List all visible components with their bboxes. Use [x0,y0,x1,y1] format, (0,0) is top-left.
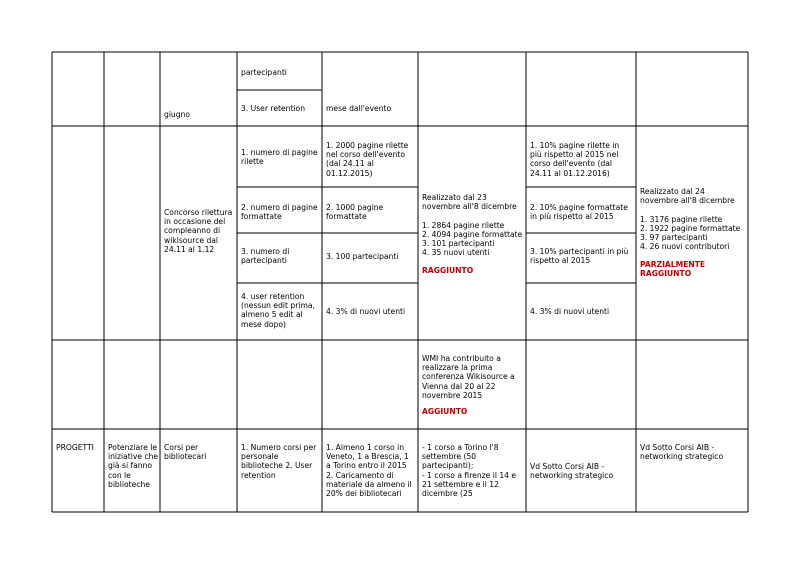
row3-result-status: AGGIUNTO [422,407,468,416]
row4-area-cell: PROGETTI [56,443,94,452]
row2-activity-cell: Concorso rilettura in occasione del compleanno di wikisource dal 24.11 al 1.12 [164,208,233,254]
row2-indicator-2: 2. numero di pagine formattate [241,203,318,222]
row2-result-2016: Realizzato dal 24 novembre all'8 dicembre 1. 3176 pagine rilette 2. 1922 pagine formattate 3. 97 partecipanti 4. 26 nuovi contributori [640,187,741,252]
row3-result-cell: WMI ha contribuito a realizzare la prima conferenza Wikisource a Vienna dal 20 al 22 novembre 2015 [422,354,515,400]
row2-target-3: 3. 100 partecipanti [326,252,399,261]
row1-target-cell: mese dall'evento [326,104,392,113]
row2-target-2: 2. 1000 pagine formattate [326,203,384,222]
row4-target-2016-cell: Vd Sotto Corsi AIB - networking strategico [530,462,614,481]
row2-indicator-3: 3. numero di partecipanti [241,247,290,266]
row2-result-2015-status: RAGGIUNTO [422,266,474,275]
row2-target-2016-3: 3. 10% partecipanti in più rispetto al 2015 [530,247,629,266]
row2-indicator-4: 4. user retention (nessun edit prima, almeno 5 edit al mese dopo) [241,292,315,329]
row4-activity-cell: Corsi per bibliotecari [164,443,207,462]
row4-result-2016-cell: Vd Sotto Corsi AIB - networking strategico [640,443,724,462]
row2-target-2016-1: 1. 10% pagine rilette in più rispetto al 2015 nel corso dell'evento (dal 24.11 al 01.12.2016) [530,141,620,178]
row1-activity-cell: giugno [164,110,191,119]
row2-result-2016-status: PARZIALMENTE RAGGIUNTO [640,260,706,279]
row4-objective-cell: Potenziare le iniziative che già si fanno con le biblioteche [108,443,159,489]
row2-target-4: 4. 3% di nuovi utenti [326,307,406,316]
row2-result-2015: Realizzato dal 23 novembre all'8 dicembre 1. 2864 pagine rilette 2. 4094 pagine formattate 3. 101 partecipanti 4. 35 nuovi utenti [422,193,523,258]
row4-target-cell: 1. Almeno 1 corso in Veneto, 1 a Brescia, 1 a Torino entro il 2015 2. Caricamento di materiale da almeno il 20% dei bibliotecari [326,443,412,499]
row4-indicator-cell: 1. Numero corsi per personale biblioteche 2. User retention [241,443,317,480]
row1-indicator-bottom-cell: 3. User retention [241,104,306,113]
row1-indicator-top-cell: partecipanti [241,68,287,77]
row4-result-cell: - 1 corso a Torino l'8 settembre (50 partecipanti); - 1 corso a firenze il 14 e 21 settembre e il 12 dicembre (25 [422,443,517,499]
row2-target-1: 1. 2000 pagine rilette nel corso dell'evento (dal 24.11 al 01.12.2015) [326,141,409,178]
row2-target-2016-4: 4. 3% di nuovi utenti [530,307,610,316]
row2-target-2016-2: 2. 10% pagine formattate in più rispetto al 2015 [530,203,628,222]
row2-indicator-1: 1. numero di pagine rilette [241,148,318,167]
